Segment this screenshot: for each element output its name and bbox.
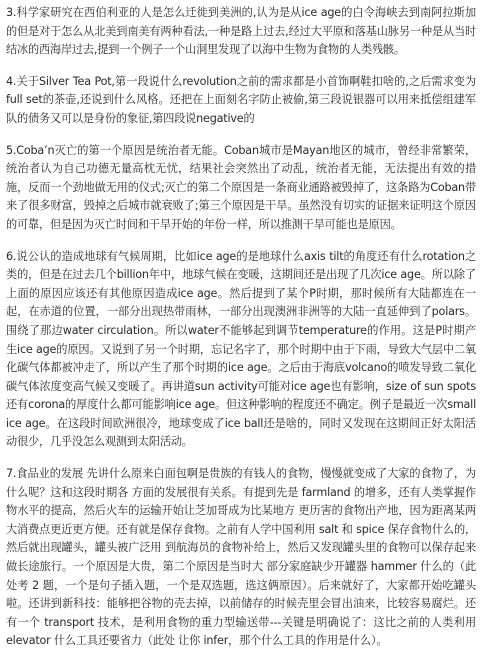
note-4-text: 4.关于Silver Tea Pot,第一段说什么revolution之前的需求都是小首饰啊鞋扣啥的,之后需求变为full set的茶壶,还说到什么风格。还把在上面刻名字防止被偷,第三段说银器可以用来抵偿组建军队的债务又可以是身份的象征,第四段说negative的 xyxy=(6,74,476,125)
note-3-text: 3.科学家研究在西伯利亚的人是怎么迁徙到美洲的,认为是从ice age的白令海峡去到南阿拉斯加的但是对于怎么从北美到南美有两种看法,一种是路上过去,经过大平原和落基山脉另一种是从当时结冰的西海岸过去,提到一个例子一个山洞里发现了以海中生物为食物的人类残骸。 xyxy=(6,6,476,57)
note-5 xyxy=(6,142,476,235)
note-7-text: 7.食品业的发展 先讲什么原来白面包啊是贵族的有钱人的食物，慢慢就变成了大家的食物了，为什么呢？这和这段时期各 方面的发展很有关系。有提到先是 farmland 的增多，还有人类掌握作物水平的提高，然后火车的运输开始让芝加哥成为比某地方 更历害的食物出产地，因为距离某两大消费点更近更方便。还有就是保存食物。之前有人学中国利用 salt 和 spice 保存食物什么的，然后就出现罐头，罐头被广泛用 到航海员的食物补给上，然后又发现罐头里的食物可以保存起来做长途旅行。一个原因是大贵，第二个原因是当时大 部分家庭缺少开罐器 hammer 什么的（此处考 2 题，一个是句子插入题，一个是双选题，选这俩原因）。后来就好了，大家都开始吃罐头啦。还讲到新科技：能够把谷物的壳去掉，以前储存的时候壳里会冒出油来，比较容易腐烂。还有一个 transport 技术，是利用食物的重力型输送带---关键是明确说了：这比之前的人类利用 elevator 什么工具还要省力（此处 让你 infer，那个什么工具的作用是什么）。 xyxy=(6,467,476,648)
note-4 xyxy=(6,73,476,129)
note-3 xyxy=(6,4,476,60)
note-6 xyxy=(6,248,476,453)
note-5-text: 5.Coba’n灭亡的第一个原因是统治者无能。Coban城市是Mayan地区的城市，曾经非常繁荣，统治者认为自己功德无量高枕无忧，结果社会突然出了动乱，统治者无能，无法提出有效的措施，反而一个劲地做无用的仪式;灭亡的第二个原因是一条商业通路被毁掉了，这条路为Coban带来了很多财富，毁掉之后城市就衰败了;第三个原因是干旱。虽然没有切实的证据来证明这个原因的可靠，但是因为灭亡时间和干旱开始的年份一样，所以推测干旱可能也是原因。 xyxy=(6,143,476,231)
document-page xyxy=(6,4,476,648)
note-7 xyxy=(6,465,476,651)
note-6-text: 6.说公认的造成地球有气候周期，比如ice age的是地球什么axis tilt的角度还有什么rotation之类的，但是在过去几个billion年中，地球气候在变暖，这期间还是出现了几次ice age。所以除了上面的原因应该还有其他原因造成ice age。然后提到了某个P时期，那时候所有大陆都连在一起，在赤道的位置，一部分出现热带雨林，一部分出现澳洲非洲等的大陆一直延伸到了polars。围绕了那边water circulation。所以water不能够起到调节temperature的作用。这是P时期产生ice age的原因。又说到了另一个时期，忘记名字了，那个时期中由于下雨，导致大气层中二氧化碳气体都被冲走了，所以产生了那个时期的ice age。之后由于海底volcano的喷发导致二氧化碳气体浓度变高气候又变暖了。再讲道sun activity可能对ice age也有影响，size of sun spots还有corona的厚度什么都可能影响ice age。但这种影响的程度还不确定。例子是最近一次small ice age。在这段时间欧洲很冷，地球变成了ice ball还是啥的，同时又发现在这期间正好太阳活动很少，几乎没怎么观测到太阳活动。 xyxy=(6,249,476,449)
